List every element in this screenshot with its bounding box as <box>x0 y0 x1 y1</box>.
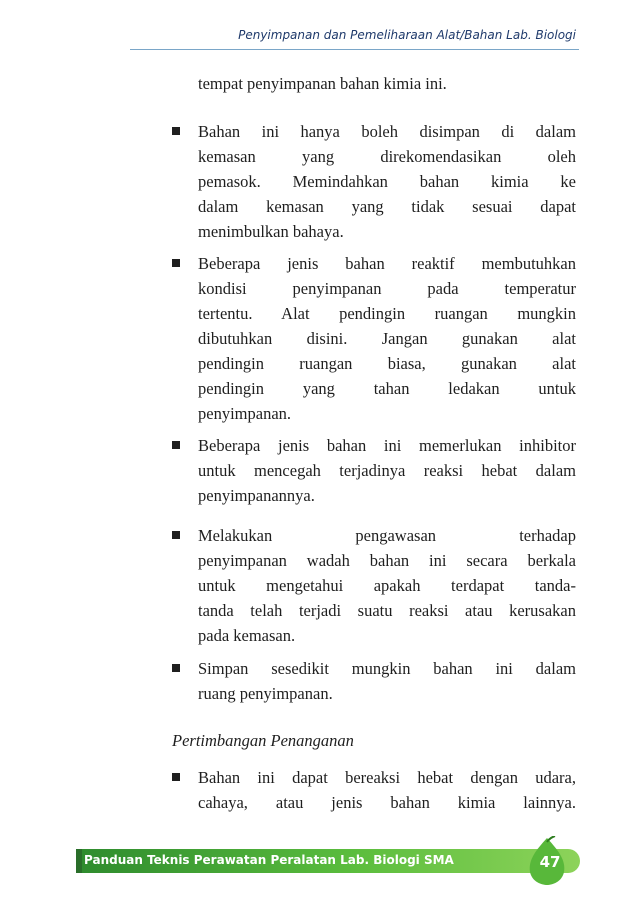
bullet-3-line-1: Beberapa jenis bahan ini memerlukan inhibitor <box>198 436 576 455</box>
bullet-2-line-4: dibutuhkan disini. Jangan gunakan alat <box>198 329 576 348</box>
bullet-6-line-1: Bahan ini dapat bereaksi hebat dengan udara, <box>198 768 576 787</box>
bullet-marker <box>172 531 180 539</box>
bullet-2-line-3: tertentu. Alat pendingin ruangan mungkin <box>198 304 576 323</box>
bullet-4-line-5: pada kemasan. <box>198 626 296 645</box>
running-header: Penyimpanan dan Pemeliharaan Alat/Bahan Lab. Biologi <box>238 28 576 42</box>
bullet-1-line-1: Bahan ini hanya boleh disimpan di dalam <box>198 122 576 141</box>
section-subheading: Pertimbangan Penanganan <box>172 731 354 750</box>
bullet-6-line-2: cahaya, atau jenis bahan kimia lainnya. <box>198 793 576 812</box>
page-number: 47 <box>539 853 561 871</box>
bullet-2-line-1: Beberapa jenis bahan reaktif membutuhkan <box>198 254 576 273</box>
bullet-5-line-2: ruang penyimpanan. <box>198 684 333 703</box>
bullet-marker <box>172 259 180 267</box>
bullet-4-line-4: tanda telah terjadi suatu reaksi atau kerusakan <box>198 601 576 620</box>
bullet-1-line-3: pemasok. Memindahkan bahan kimia ke <box>198 172 576 191</box>
bullet-4-line-1: Melakukan pengawasan terhadap <box>198 526 576 545</box>
bullet-3-line-3: penyimpanannya. <box>198 486 315 505</box>
bullet-1-line-5: menimbulkan bahaya. <box>198 222 344 241</box>
footer-title: Panduan Teknis Perawatan Peralatan Lab. Biologi SMA <box>84 853 454 867</box>
bullet-1-line-2: kemasan yang direkomendasikan oleh <box>198 147 576 166</box>
bullet-5-line-1: Simpan sesedikit mungkin bahan ini dalam <box>198 659 576 678</box>
bullet-marker <box>172 664 180 672</box>
bullet-2-line-2: kondisi penyimpanan pada temperatur <box>198 279 576 298</box>
bullet-4-line-3: untuk mengetahui apakah terdapat tanda- <box>198 576 576 595</box>
paragraph-continuation: tempat penyimpanan bahan kimia ini. <box>198 74 447 93</box>
bullet-1-line-4: dalam kemasan yang tidak sesuai dapat <box>198 197 576 216</box>
bullet-2-line-5: pendingin ruangan biasa, gunakan alat <box>198 354 576 373</box>
bullet-marker <box>172 441 180 449</box>
bullet-4-line-2: penyimpanan wadah bahan ini secara berkala <box>198 551 576 570</box>
bullet-2-line-6: pendingin yang tahan ledakan untuk <box>198 379 576 398</box>
bullet-marker <box>172 127 180 135</box>
bullet-marker <box>172 773 180 781</box>
header-divider <box>130 49 579 50</box>
bullet-3-line-2: untuk mencegah terjadinya reaksi hebat dalam <box>198 461 576 480</box>
bullet-2-line-7: penyimpanan. <box>198 404 292 423</box>
